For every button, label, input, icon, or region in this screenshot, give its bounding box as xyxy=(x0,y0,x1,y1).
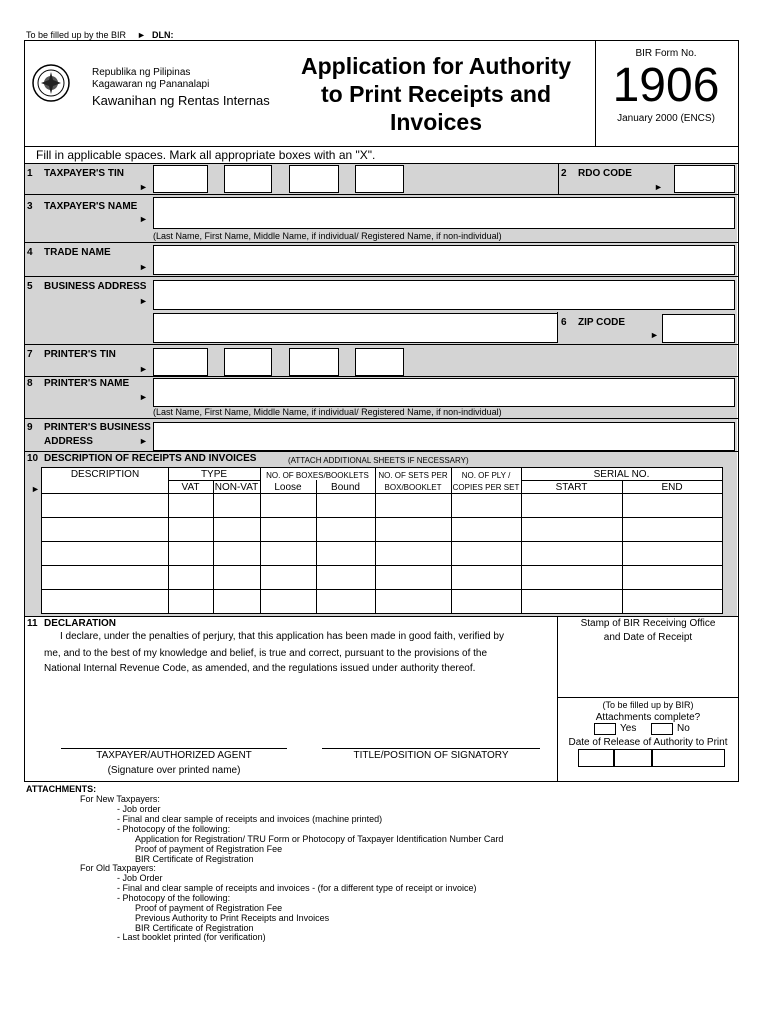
taxpayer-tin-part-3[interactable] xyxy=(289,165,339,193)
declaration-title: DECLARATION xyxy=(44,618,117,629)
signatory-label: TAXPAYER/AUTHORIZED AGENT xyxy=(96,750,252,761)
taxpayer-tin-label: TAXPAYER'S TIN xyxy=(44,168,124,179)
title-line-1: Application for Authority xyxy=(300,53,571,79)
col-boxes: NO. OF BOXES/BOOKLETS xyxy=(266,471,369,480)
printer-tin-part-1[interactable] xyxy=(153,348,208,376)
yes-checkbox[interactable] xyxy=(594,723,616,735)
arrow-icon: ► xyxy=(31,484,40,494)
yes-label: Yes xyxy=(620,723,637,734)
old-item-4: - Last booklet printed (for verification) xyxy=(117,932,266,942)
printer-tin-part-2[interactable] xyxy=(224,348,272,376)
arrow-icon: ► xyxy=(654,182,663,192)
col-nonvat: NON-VAT xyxy=(214,482,259,493)
col-start: START xyxy=(555,482,588,493)
printer-name-input[interactable] xyxy=(153,378,735,407)
field-5-num: 5 xyxy=(27,281,33,292)
attachments-question: Attachments complete? xyxy=(595,712,701,723)
col-description: DESCRIPTION xyxy=(70,469,140,480)
form-label: BIR Form No. xyxy=(635,48,697,59)
field-2-num: 2 xyxy=(561,168,567,179)
col-bound: Bound xyxy=(331,482,360,493)
old-item-2: - Final and clear sample of receipts and invoices - (for a different type of receipt or invoice) xyxy=(117,883,477,893)
col-ply-1: NO. OF PLY / xyxy=(461,471,511,480)
printer-name-note: (Last Name, First Name, Middle Name, if individual/ Registered Name, if non-individual) xyxy=(153,407,502,417)
printer-business-address-input[interactable] xyxy=(153,422,735,451)
receipts-table xyxy=(41,467,723,614)
field-7-num: 7 xyxy=(27,349,33,360)
release-year-input[interactable] xyxy=(652,749,725,767)
col-serial: SERIAL NO. xyxy=(593,469,650,480)
bureau-text: Kawanihan ng Rentas Internas xyxy=(92,93,270,108)
filled-by-bir-label: To be filled up by the BIR xyxy=(26,30,127,40)
signature-sub-label: (Signature over printed name) xyxy=(107,765,241,776)
printer-business-label-2: ADDRESS xyxy=(44,436,93,447)
old-taxpayers-title: For Old Taxpayers: xyxy=(80,863,156,873)
arrow-icon: ► xyxy=(139,436,148,446)
new-item-3: - Photocopy of the following: xyxy=(117,824,231,834)
col-sets-2: BOX/BOOKLET xyxy=(384,483,442,492)
arrow-icon: ► xyxy=(650,330,659,340)
arrow-icon: ► xyxy=(139,182,148,192)
signature-line[interactable] xyxy=(61,748,287,749)
old-item-3c: BIR Certificate of Registration xyxy=(135,923,254,933)
declaration-line-2: me, and to the best of my knowledge and belief, is true and correct, pursuant to the provisions of the xyxy=(44,648,488,659)
business-address-input-2[interactable] xyxy=(153,313,558,343)
field-4-num: 4 xyxy=(27,247,33,258)
col-type: TYPE xyxy=(200,469,228,480)
old-item-1: - Job Order xyxy=(117,873,163,883)
title-line-3: Invoices xyxy=(389,109,483,135)
release-day-input[interactable] xyxy=(614,749,652,767)
description-label: DESCRIPTION OF RECEIPTS AND INVOICES xyxy=(44,453,257,464)
declaration-line-1: I declare, under the penalties of perjury, that this application has been made in good faith, verified by xyxy=(60,631,504,642)
no-label: No xyxy=(677,723,690,734)
form-title xyxy=(282,52,590,136)
trade-name-label: TRADE NAME xyxy=(44,247,111,258)
rdo-code-input[interactable] xyxy=(674,165,735,193)
new-taxpayers-title: For New Taxpayers: xyxy=(80,794,160,804)
field-3-num: 3 xyxy=(27,201,33,212)
zip-code-input[interactable] xyxy=(662,314,735,343)
title-position-line[interactable] xyxy=(322,748,540,749)
trade-name-input[interactable] xyxy=(153,245,735,275)
new-item-1: - Job order xyxy=(117,804,161,814)
field-1-num: 1 xyxy=(27,168,33,179)
business-address-label: BUSINESS ADDRESS xyxy=(44,281,147,292)
taxpayer-name-input[interactable] xyxy=(153,197,735,229)
arrow-icon: ► xyxy=(139,262,148,272)
field-11-num: 11 xyxy=(27,618,38,629)
taxpayer-tin-part-2[interactable] xyxy=(224,165,272,193)
arrow-icon: ► xyxy=(139,214,148,224)
field-8-num: 8 xyxy=(27,378,33,389)
col-ply-2: COPIES PER SET xyxy=(452,483,520,492)
arrow-icon: ► xyxy=(139,296,148,306)
stamp-line-1: Stamp of BIR Receiving Office xyxy=(580,618,716,629)
instructions-text: Fill in applicable spaces. Mark all appropriate boxes with an "X". xyxy=(36,148,376,162)
col-loose: Loose xyxy=(274,482,302,493)
taxpayer-name-note: (Last Name, First Name, Middle Name, if individual/ Registered Name, if non-individual) xyxy=(153,231,502,241)
field-10-num: 10 xyxy=(27,453,39,464)
form-date: January 2000 (ENCS) xyxy=(617,113,715,124)
printer-tin-part-4[interactable] xyxy=(355,348,404,376)
printer-tin-label: PRINTER'S TIN xyxy=(44,349,116,360)
release-date-label: Date of Release of Authority to Print xyxy=(568,737,728,748)
form-number: 1906 xyxy=(612,59,720,112)
printer-name-label: PRINTER'S NAME xyxy=(44,378,130,389)
taxpayer-tin-part-1[interactable] xyxy=(153,165,208,193)
arrow-icon: ► xyxy=(139,392,148,402)
arrow-icon: ► xyxy=(139,364,148,374)
title-position-label: TITLE/POSITION OF SIGNATORY xyxy=(353,750,509,761)
col-vat: VAT xyxy=(181,482,200,493)
new-item-3c: BIR Certificate of Registration xyxy=(135,854,254,864)
republic-text: Republika ng Pilipinas xyxy=(92,67,191,78)
field-6-num: 6 xyxy=(561,317,567,328)
attachments-title: ATTACHMENTS: xyxy=(26,784,97,794)
old-item-3: - Photocopy of the following: xyxy=(117,893,231,903)
new-item-2: - Final and clear sample of receipts and invoices (machine printed) xyxy=(117,814,383,824)
attach-note: (ATTACH ADDITIONAL SHEETS IF NECESSARY) xyxy=(288,456,469,465)
taxpayer-name-label: TAXPAYER'S NAME xyxy=(44,201,138,212)
printer-tin-part-3[interactable] xyxy=(289,348,339,376)
new-item-3a: Application for Registration/ TRU Form or Photocopy of Taxpayer Identification Number Card xyxy=(135,834,504,844)
department-text: Kagawaran ng Pananalapi xyxy=(92,79,210,90)
col-sets-1: NO. OF SETS PER xyxy=(378,471,448,480)
dln-label: DLN: xyxy=(152,30,174,40)
business-address-input-1[interactable] xyxy=(153,280,735,310)
no-checkbox[interactable] xyxy=(651,723,673,735)
new-item-3b: Proof of payment of Registration Fee xyxy=(135,844,283,854)
printer-business-label-1: PRINTER'S BUSINESS xyxy=(44,422,151,433)
zip-code-label: ZIP CODE xyxy=(578,317,626,328)
bir-seal-icon xyxy=(32,64,70,102)
field-9-num: 9 xyxy=(27,422,33,433)
col-end: END xyxy=(661,482,683,493)
title-line-2: to Print Receipts and xyxy=(320,81,552,107)
stamp-line-2: and Date of Receipt xyxy=(603,632,693,643)
arrow-icon: ► xyxy=(137,30,146,40)
release-month-input[interactable] xyxy=(578,749,614,767)
taxpayer-tin-part-4[interactable] xyxy=(355,165,404,193)
bir-fill-note: (To be filled up by BIR) xyxy=(602,700,694,710)
rdo-code-label: RDO CODE xyxy=(578,168,632,179)
declaration-line-3: National Internal Revenue Code, as amended, and the regulations issued under authority thereof. xyxy=(44,663,476,674)
old-item-3a: Proof of payment of Registration Fee xyxy=(135,903,283,913)
old-item-3b: Previous Authority to Print Receipts and Invoices xyxy=(135,913,330,923)
